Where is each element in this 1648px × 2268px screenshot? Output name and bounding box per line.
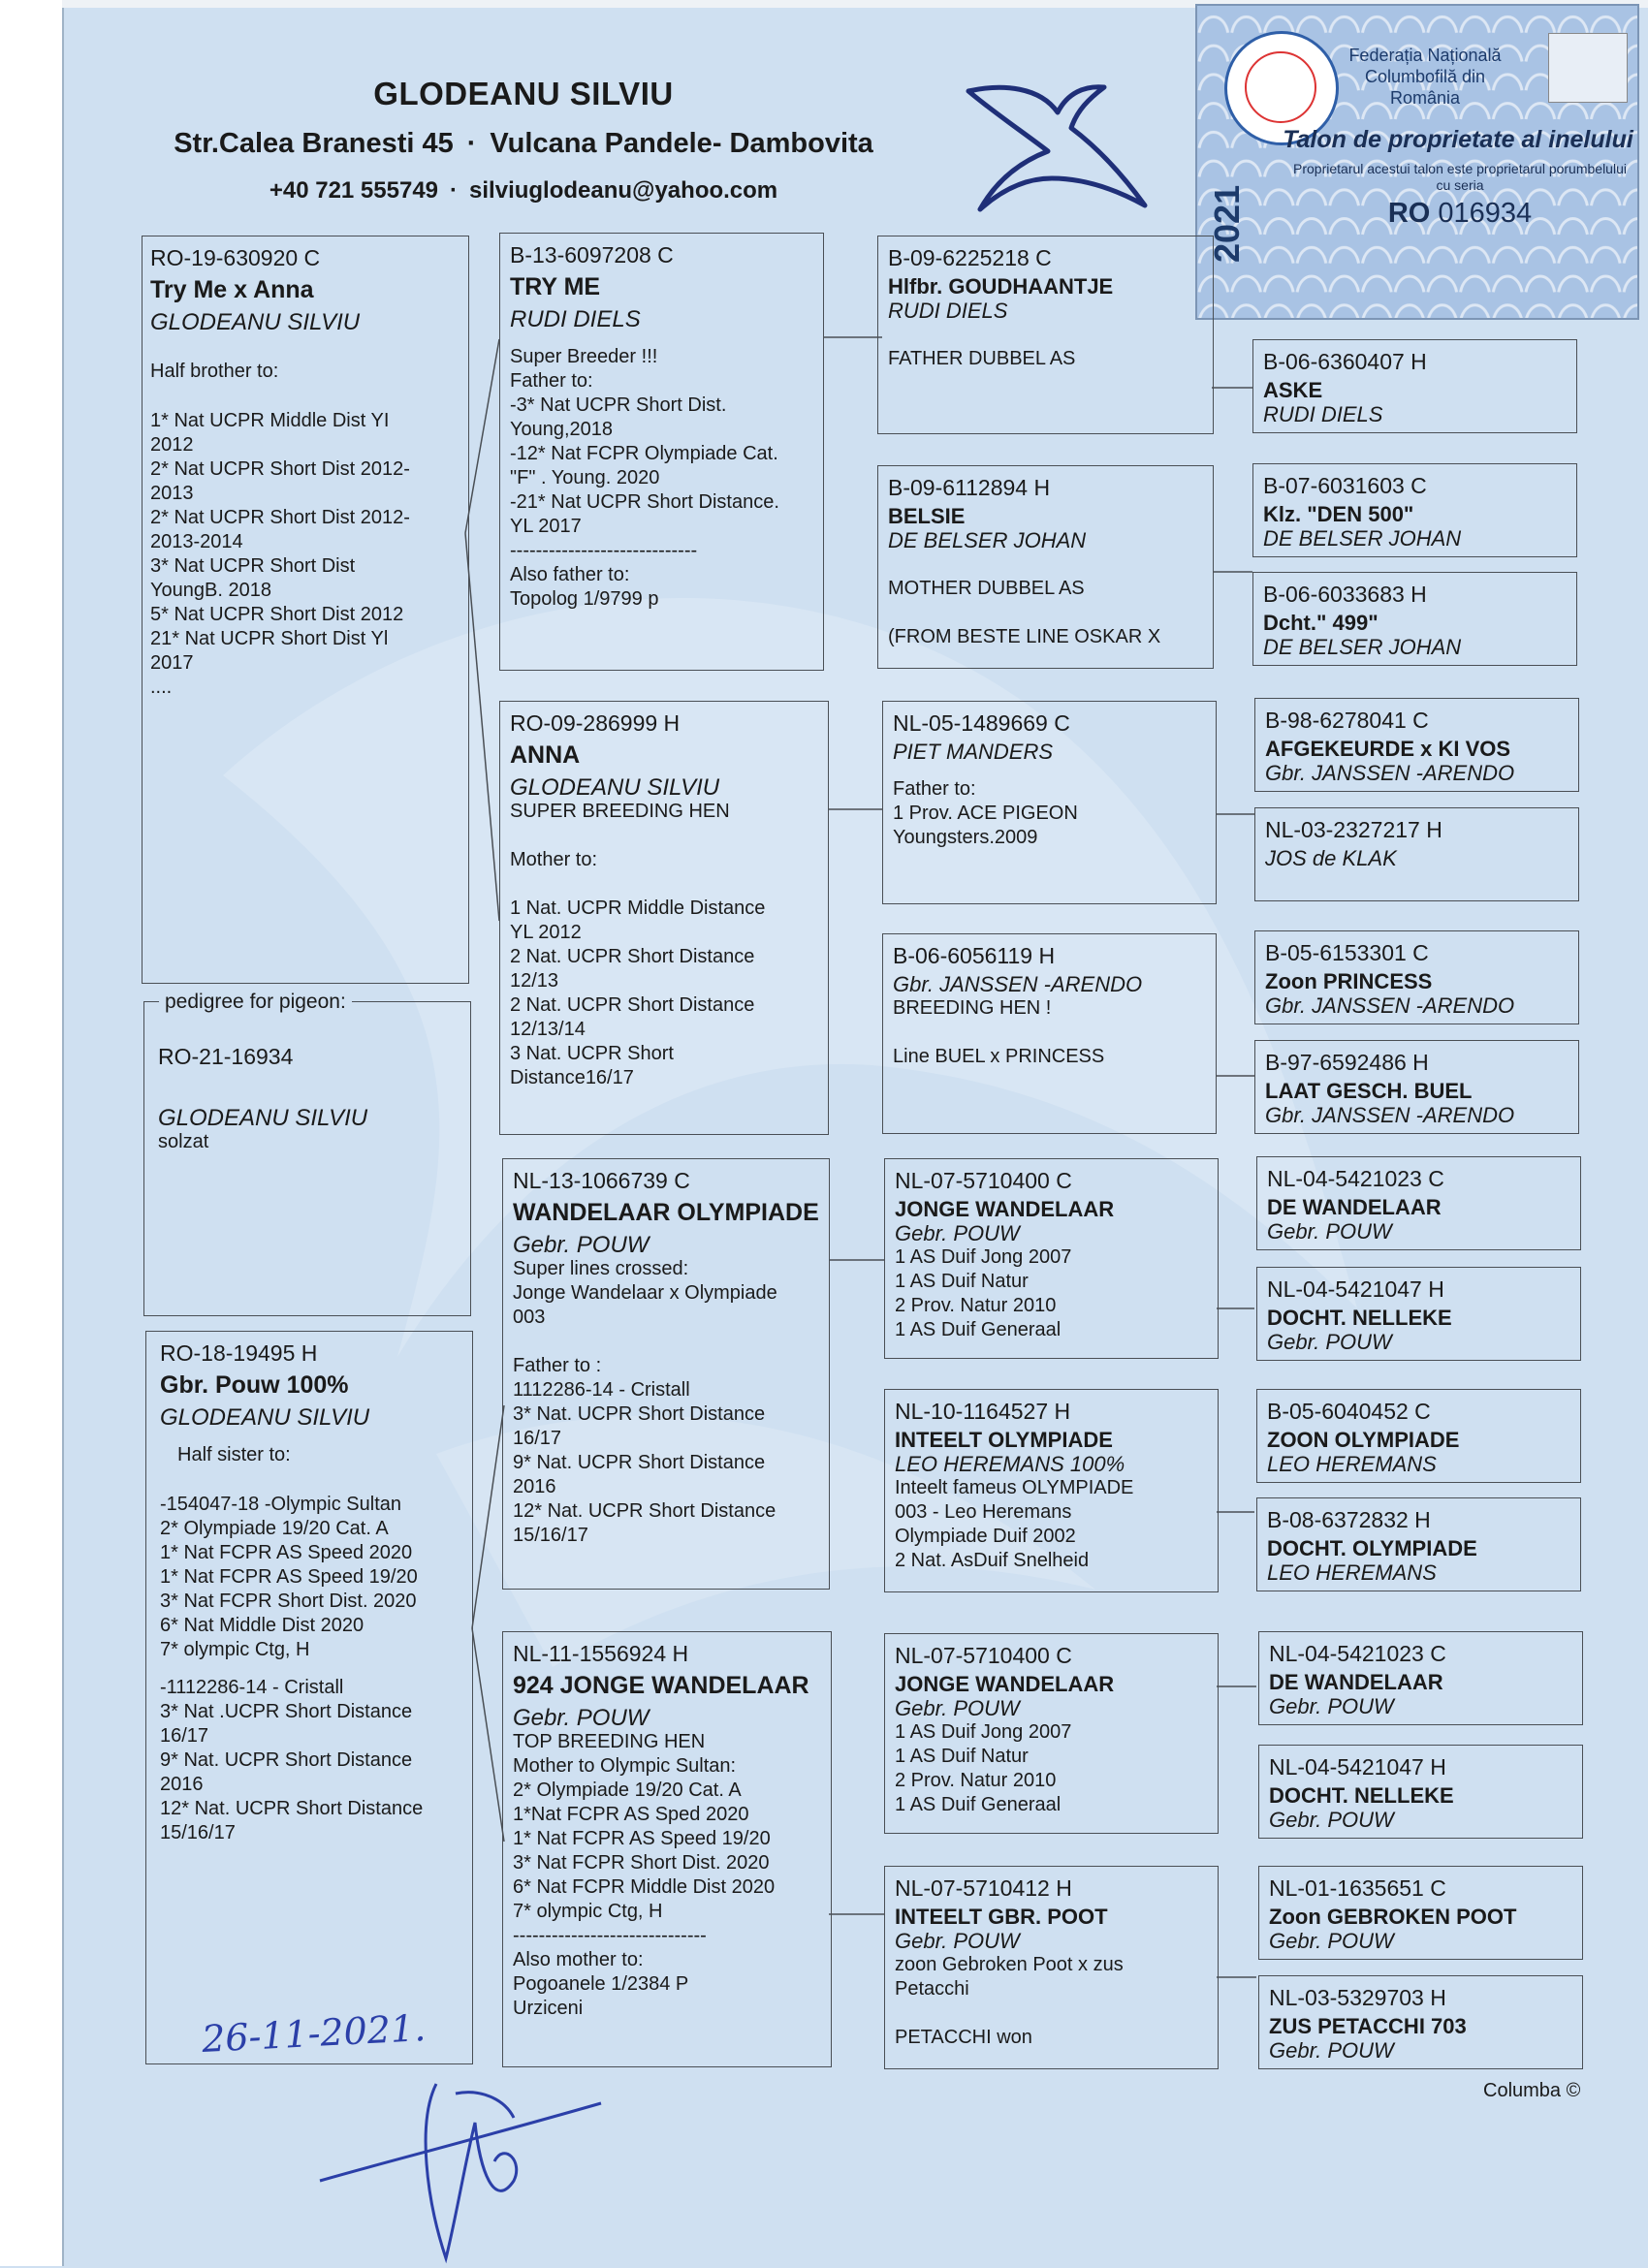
gen4-ring-id: B-05-6153301 C [1265,940,1429,965]
gen3-notes: MOTHER DUBBEL AS (FROM BESTE LINE OSKAR X [888,578,1161,647]
gen4-name: DOCHT. OLYMPIADE [1267,1536,1477,1560]
gen3-card [884,1389,1219,1592]
gen4-card [1252,463,1577,557]
ring-digits: 016934 [1438,198,1533,229]
address-city: Vulcana Pandele- Dambovita [490,128,873,159]
gen3-card [882,933,1217,1134]
granddam-paternal-card [499,701,829,1135]
gen3-name: JONGE WANDELAAR [895,1197,1115,1221]
gen4-card [1258,1745,1583,1839]
gen4-card [1256,1497,1581,1591]
gen4-ring-id: B-98-6278041 C [1265,708,1429,733]
dam-heading: Half sister to: [177,1444,291,1465]
gen3-breeder: RUDI DIELS [888,299,1008,323]
gen4-card [1254,698,1579,792]
granddam-maternal-card [502,1631,832,2067]
dam-results-2: -1112286-14 - Cristall 3* Nat .UCPR Short Distance 16/17 9* Nat. UCPR Short Distance 2016 12* Nat. UCPR Short Distance 15/16/17 [160,1677,424,1843]
dam-breeder: GLODEANU SILVIU [160,1404,370,1431]
grandsire-paternal-card [499,233,824,671]
gen2-breeder: Gebr. POUW [513,1705,650,1731]
gen4-breeder: Gebr. POUW [1267,1219,1392,1244]
subject-ring-id: RO-21-16934 [158,1044,294,1069]
gen3-card [884,1158,1219,1359]
gen3-ring-id: NL-07-5710400 C [895,1168,1072,1193]
gen4-breeder: LEO HEREMANS [1267,1452,1437,1476]
gen4-card [1258,1631,1583,1725]
gen3-card [884,1633,1219,1834]
sire-ring-id: RO-19-630920 C [150,245,321,270]
gen3-ring-id: NL-05-1489669 C [893,710,1070,736]
gen4-breeder: Gebr. POUW [1269,2038,1394,2063]
gen3-name: BELSIE [888,504,966,528]
gen3-notes: Inteelt fameus OLYMPIADE 003 - Leo Heremans Olympiade Duif 2002 2 Nat. AsDuif Snelheid [895,1477,1134,1571]
gen4-breeder: LEO HEREMANS [1267,1560,1437,1585]
gen4-ring-id: B-08-6372832 H [1267,1507,1431,1532]
gen2-name: 924 JONGE WANDELAAR [513,1672,809,1699]
subject-breeder: GLODEANU SILVIU [158,1105,368,1131]
ring-prefix: RO [1387,198,1431,229]
gen4-ring-id: NL-03-5329703 H [1269,1985,1446,2010]
breeder-address [97,128,950,160]
gen4-ring-id: NL-01-1635651 C [1269,1875,1446,1901]
stamp-subtitle: Proprietarul acestui talon este proprietarul porumbelului cu seria [1293,161,1627,193]
gen4-name: Zoon PRINCESS [1265,969,1433,993]
gen4-ring-id: B-06-6360407 H [1263,349,1427,374]
gen4-card [1254,1040,1579,1134]
contact-separator: · [450,177,459,204]
gen4-ring-id: B-06-6033683 H [1263,582,1427,607]
stamp-title: Talon de proprietate al inelului [1283,126,1633,153]
gen3-name: JONGE WANDELAAR [895,1672,1115,1696]
sire-heading: Half brother to: [150,361,279,382]
gen4-card [1256,1267,1581,1361]
gen4-name: DOCHT. NELLEKE [1269,1783,1454,1808]
gen4-breeder: DE BELSER JOHAN [1263,526,1462,551]
gen2-notes: SUPER BREEDING HEN Mother to: 1 Nat. UCPR Middle Distance YL 2012 2 Nat. UCPR Short Distance 12/13 2 Nat. UCPR Short Distance 12/13/14 3 Nat. UCPR Short Distance16/17 [510,801,766,1088]
gen3-breeder: DE BELSER JOHAN [888,528,1087,552]
dam-results: -154047-18 -Olympic Sultan 2* Olympiade 19/20 Cat. A 1* Nat FCPR AS Speed 2020 1* Nat FCPR AS Speed 19/20 3* Nat FCPR Short Dist. 2020 6* Nat Middle Dist 2020 7* olympic Ctg, H [160,1494,418,1660]
gen2-notes: TOP BREEDING HEN Mother to Olympic Sultan: 2* Olympiade 19/20 Cat. A 1*Nat FCPR AS Sped 2020 1* Nat FCPR AS Speed 19/20 3* Nat FCPR Short Dist. 2020 6* Nat FCPR Middle Dist 2020 7* olympic Ctg, H ------------------------------ Also mother to: Pogoanele 1/2384 P Urziceni [513,1731,776,2019]
gen3-notes: zoon Gebroken Poot x zus Petacchi PETACCHI won [895,1954,1124,2048]
gen4-breeder: Gbr. JANSSEN -ARENDO [1265,761,1515,785]
ring-ownership-stamp [1195,4,1639,320]
gen2-name: TRY ME [510,273,601,300]
gen4-card [1252,339,1577,433]
stamp-year: 2021 [1207,184,1247,264]
gen2-name: ANNA [510,741,581,769]
gen2-notes: Super lines crossed: Jonge Wandelaar x Olympiade 003 Father to : 1112286-14 - Cristall 3* Nat. UCPR Short Distance 16/17 9* Nat. UCPR Short Distance 2016 12* Nat. UCPR Short Distance 15/16/17 [513,1258,777,1546]
dam-card [145,1331,473,2064]
gen2-ring-id: RO-09-286999 H [510,710,681,736]
gen4-name: ZOON OLYMPIADE [1267,1428,1460,1452]
gen3-ring-id: B-06-6056119 H [893,943,1056,968]
gen2-ring-id: NL-13-1066739 C [513,1168,690,1193]
gen3-ring-id: NL-07-5710400 C [895,1643,1072,1668]
gen4-breeder: RUDI DIELS [1263,402,1383,426]
gen4-ring-id: NL-04-5421023 C [1269,1641,1446,1666]
gen3-name: INTEELT GBR. POOT [895,1905,1108,1929]
grandsire-maternal-card [502,1158,830,1590]
gen4-ring-id: B-05-6040452 C [1267,1399,1431,1424]
gen4-ring-id: NL-04-5421047 H [1269,1754,1446,1780]
gen3-card [882,701,1217,904]
breeder-header [97,76,950,205]
gen4-breeder: Gbr. JANSSEN -ARENDO [1265,1103,1515,1127]
gen4-card [1252,572,1577,666]
gen3-name: Hlfbr. GOUDHAANTJE [888,274,1114,299]
gen4-name: DE WANDELAAR [1267,1195,1442,1219]
gen4-name: AFGEKEURDE x KI VOS [1265,737,1511,761]
gen3-notes: BREEDING HEN ! Line BUEL x PRINCESS [893,997,1105,1067]
gen4-name: Klz. "DEN 500" [1263,502,1414,526]
gen3-notes: Father to: 1 Prov. ACE PIGEON Youngsters.2009 [893,778,1078,848]
gen4-name: Zoon GEBROKEN POOT [1269,1905,1517,1929]
gen4-card [1256,1389,1581,1483]
gen3-name: INTEELT OLYMPIADE [895,1428,1113,1452]
email-address: silviuglodeanu@yahoo.com [469,177,778,204]
dam-ring-id: RO-18-19495 H [160,1340,318,1366]
gen3-card [877,236,1214,434]
gen3-notes: 1 AS Duif Jong 2007 1 AS Duif Natur 2 Prov. Natur 2010 1 AS Duif Generaal [895,1721,1072,1815]
gen2-breeder: GLODEANU SILVIU [510,774,720,801]
gen4-breeder: Gebr. POUW [1269,1808,1394,1832]
gen2-breeder: RUDI DIELS [510,306,641,332]
gen4-ring-id: NL-04-5421023 C [1267,1166,1444,1191]
handwritten-date: 26-11-2021. [201,2005,428,2062]
gen3-ring-id: B-09-6112894 H [888,475,1051,500]
gen3-ring-id: B-09-6225218 C [888,245,1052,270]
gen4-card [1254,807,1579,901]
gen4-breeder: JOS de KLAK [1265,846,1397,870]
federation-name: Federația Națională Columbofilă din România [1348,46,1502,108]
pedigree-legend: pedigree for pigeon: [159,991,352,1014]
gen4-breeder: Gebr. POUW [1269,1694,1394,1718]
gen4-breeder: Gbr. JANSSEN -ARENDO [1265,993,1515,1018]
gen4-breeder: Gebr. POUW [1267,1330,1392,1354]
gen2-ring-id: NL-11-1556924 H [513,1641,689,1666]
gen4-card [1254,930,1579,1024]
gen3-breeder: LEO HEREMANS 100% [895,1452,1125,1476]
gen4-name: LAAT GESCH. BUEL [1265,1079,1473,1103]
gen4-ring-id: B-97-6592486 H [1265,1050,1429,1075]
gen2-notes: Super Breeder !!! Father to: -3* Nat UCPR Short Dist. Young,2018 -12* Nat FCPR Olympiade Cat. "F" . Young. 2020 -21* Nat UCPR Short Distance. YL 2017 ----------------------------- Also father to: Topolog 1/9799 p [510,346,779,610]
gen3-breeder: Gbr. JANSSEN -ARENDO [893,972,1143,996]
gen3-breeder: Gebr. POUW [895,1221,1020,1245]
gen3-notes: FATHER DUBBEL AS [888,348,1076,369]
dam-name: Gbr. Pouw 100% [160,1371,349,1399]
gen3-breeder: Gebr. POUW [895,1696,1020,1720]
subject-color: solzat [158,1131,209,1152]
ring-number [1290,198,1630,230]
gen3-card [877,465,1214,669]
gen4-card [1258,1975,1583,2069]
breeder-name: GLODEANU SILVIU [373,76,674,111]
subject-pigeon-card [143,1001,471,1316]
gen4-card [1256,1156,1581,1250]
handwritten-signature [310,2064,630,2268]
gen3-breeder: PIET MANDERS [893,740,1054,764]
gen4-card [1258,1866,1583,1960]
address-street: Str.Calea Branesti 45 [174,128,454,159]
gen3-notes: 1 AS Duif Jong 2007 1 AS Duif Natur 2 Prov. Natur 2010 1 AS Duif Generaal [895,1246,1072,1340]
breeder-contact [97,177,950,205]
bird-logo-icon [965,78,1158,233]
sire-breeder: GLODEANU SILVIU [150,309,361,335]
gen4-ring-id: NL-04-5421047 H [1267,1276,1444,1302]
gen4-ring-id: NL-03-2327217 H [1265,817,1442,842]
gen2-name: WANDELAAR OLYMPIADE [513,1199,819,1226]
gen4-name: Dcht." 499" [1263,611,1379,635]
gen4-ring-id: B-07-6031603 C [1263,473,1427,498]
gen3-ring-id: NL-10-1164527 H [895,1399,1071,1424]
sire-name: Try Me x Anna [150,276,314,303]
gen4-name: ZUS PETACCHI 703 [1269,2014,1467,2038]
address-separator: · [466,128,477,159]
page-left-edge [0,0,64,2266]
gen4-breeder: Gebr. POUW [1269,1929,1394,1953]
gen3-card [884,1866,1219,2069]
gen4-name: ASKE [1263,378,1323,402]
copyright-label: Columba © [1483,2080,1581,2101]
sire-card [142,236,469,984]
phone-number: +40 721 555749 [269,177,439,204]
gen4-breeder: DE BELSER JOHAN [1263,635,1462,659]
sire-results: 1* Nat UCPR Middle Dist YI 2012 2* Nat UCPR Short Dist 2012- 2013 2* Nat UCPR Short Dist 2012- 2013-2014 3* Nat UCPR Short Dist YoungB. 2018 5* Nat UCPR Short Dist 2012 21* Nat UCPR Short Dist Yl 2017 .... [150,410,410,698]
gen4-name: DE WANDELAAR [1269,1670,1443,1694]
gen4-name: DOCHT. NELLEKE [1267,1306,1452,1330]
gen3-breeder: Gebr. POUW [895,1929,1020,1953]
gen2-breeder: Gebr. POUW [513,1232,650,1258]
pigeon-logo-icon [1548,33,1628,103]
gen3-ring-id: NL-07-5710412 H [895,1875,1072,1901]
gen2-ring-id: B-13-6097208 C [510,242,674,268]
